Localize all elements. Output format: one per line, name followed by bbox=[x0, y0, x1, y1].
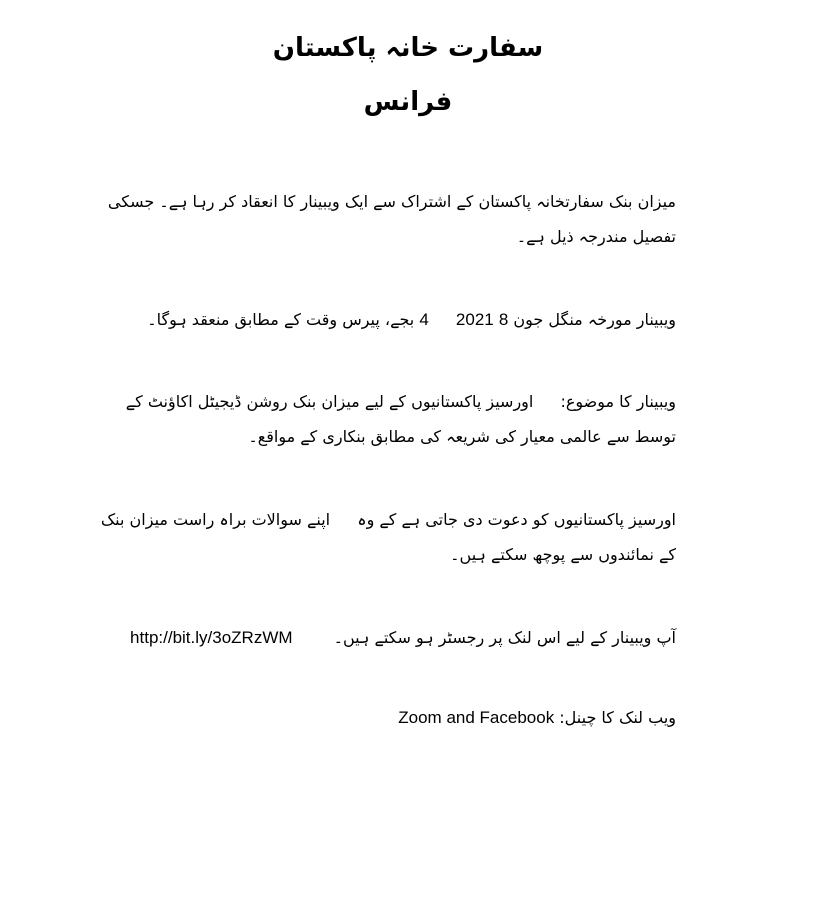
registration-link[interactable]: http://bit.ly/3oZRzWM bbox=[130, 628, 293, 647]
embassy-title: سفارت خانہ پاکستان bbox=[272, 33, 544, 63]
country-title: فرانس bbox=[363, 87, 453, 117]
date-year: 2021 bbox=[455, 310, 494, 329]
channel-value: Zoom and Facebook bbox=[398, 708, 555, 727]
channel-label: ویب لنک کا چینل: bbox=[559, 708, 676, 727]
invitation-part1: اورسیز پاکستانیوں کو دعوت دی جاتی ہے کے وہ bbox=[357, 510, 676, 529]
intro-paragraph: میزان بنک سفارتخانہ پاکستان کے اشتراک سے ایک ویبینار کا انعقاد کر رہا ہے۔ جسکی تفصیل مندرجہ ذیل ہے۔ bbox=[107, 192, 676, 246]
date-paragraph bbox=[91, 302, 676, 337]
invitation-part2: اپنے سوالات براہ راست میزان بنک کے نمائندوں سے پوچھ سکتے ہیں۔ bbox=[100, 510, 676, 564]
date-suffix: بجے، پیرس وقت کے مطابق منعقد ہوگا۔ bbox=[147, 310, 415, 329]
invitation-paragraph bbox=[91, 502, 676, 572]
topic-label: ویبینار کا موضوع: bbox=[560, 392, 676, 411]
topic-paragraph bbox=[91, 384, 676, 454]
date-hour: 4 bbox=[419, 310, 429, 329]
topic-text: اورسیز پاکستانیوں کے لیے میزان بنک روشن ڈیجیٹل اکاؤنٹ کے توسط سے عالمی معیار کی شریعہ کی مطابق بنکاری کے مواقع۔ bbox=[125, 392, 676, 446]
channel-paragraph bbox=[91, 700, 676, 735]
registration-paragraph bbox=[91, 620, 676, 655]
date-prefix: ویبینار مورخہ منگل جون bbox=[513, 310, 676, 329]
registration-text: آپ ویبینار کے لیے اس لنک پر رجسٹر ہو سکتے ہیں۔ bbox=[333, 628, 676, 647]
date-day: 8 bbox=[498, 310, 509, 329]
